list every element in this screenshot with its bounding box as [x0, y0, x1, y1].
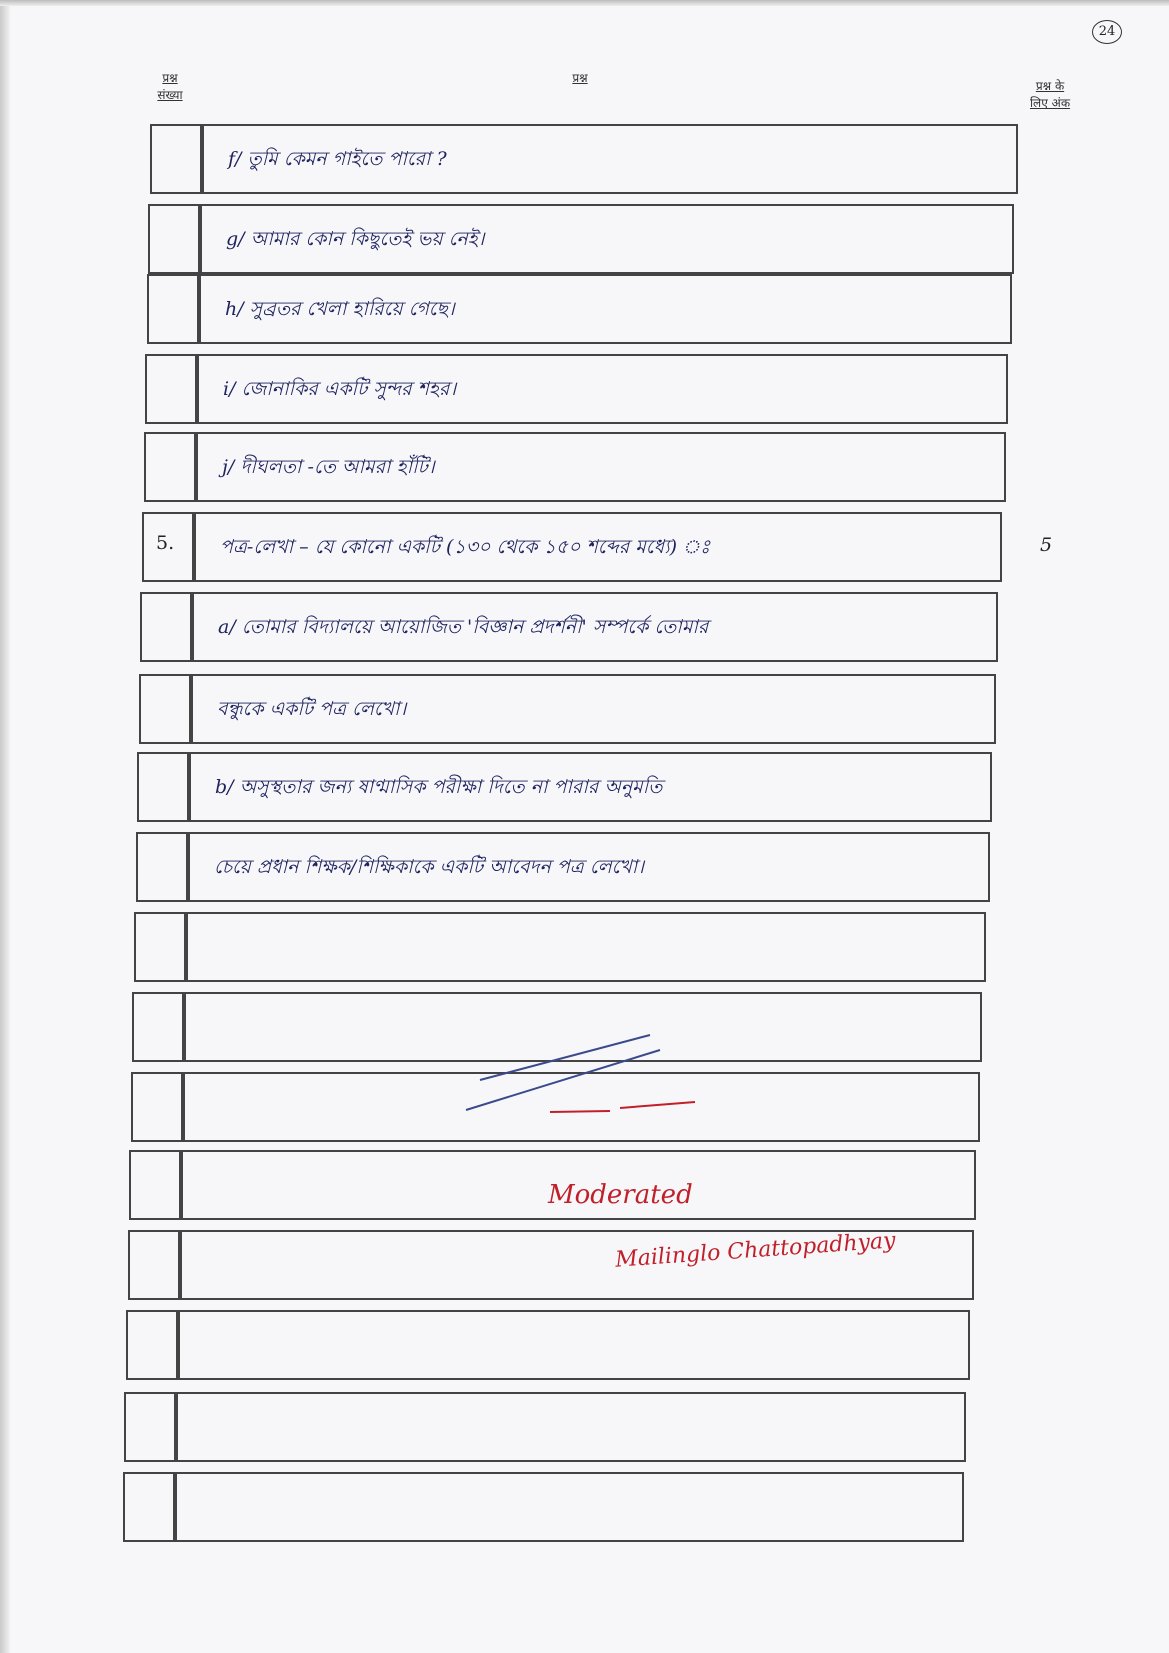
handwritten-answer: g/ আমার কোন কিছুতেই ভয় নেই। [226, 228, 485, 250]
marks-value: 5 [1040, 534, 1053, 556]
header-marks: प्रश्न के लिए अंक [1029, 79, 1071, 110]
handwritten-answer: a/ তোমার বিদ্যালয়ে আয়োজিত 'বিজ্ঞান প্রদর্শনী' সম্পর্কে তোমার [218, 616, 709, 638]
handwritten-answer: h/ সুব্রতর খেলা হারিয়ে গেছে। [225, 298, 455, 320]
handwritten-answer: পত্র-লেখা – যে কোনো একটি (১৩০ থেকে ১৫০ শব্দের মধ্যে) ঃ [220, 536, 711, 558]
handwritten-answer: f/ তুমি কেমন গাইতে পারো ? [228, 148, 447, 170]
blue-stroke-1 [480, 1035, 650, 1080]
handwritten-answer: চেয়ে প্রধান শিক্ষক/শিক্ষিকাকে একটি আবেদন পত্র লেখো। [214, 856, 645, 878]
handwritten-answer: b/ অসুস্থতার জন্য ষাণ্মাসিক পরীক্ষা দিতে না পারার অনুমতি [215, 776, 663, 798]
moderated-stamp: Moderated [548, 1180, 693, 1210]
red-stroke-1 [550, 1111, 610, 1112]
page-number: 24 [1092, 20, 1122, 44]
question-number: 5. [156, 532, 175, 554]
moderator-signature: Mailinglo Chattopadhyay [614, 1228, 897, 1273]
header-question: प्रश्न [572, 71, 588, 85]
red-stroke-2 [620, 1102, 695, 1108]
handwritten-answer: i/ জোনাকির একটি সুন্দর শহর। [223, 378, 457, 400]
handwritten-answer: j/ দীঘলতা -তে আমরা হাঁটি। [222, 456, 435, 478]
header-question-number: प्रश्न संख्या [157, 71, 183, 102]
handwritten-answer: বন্ধুকে একটি পত্র লেখো। [217, 698, 407, 720]
